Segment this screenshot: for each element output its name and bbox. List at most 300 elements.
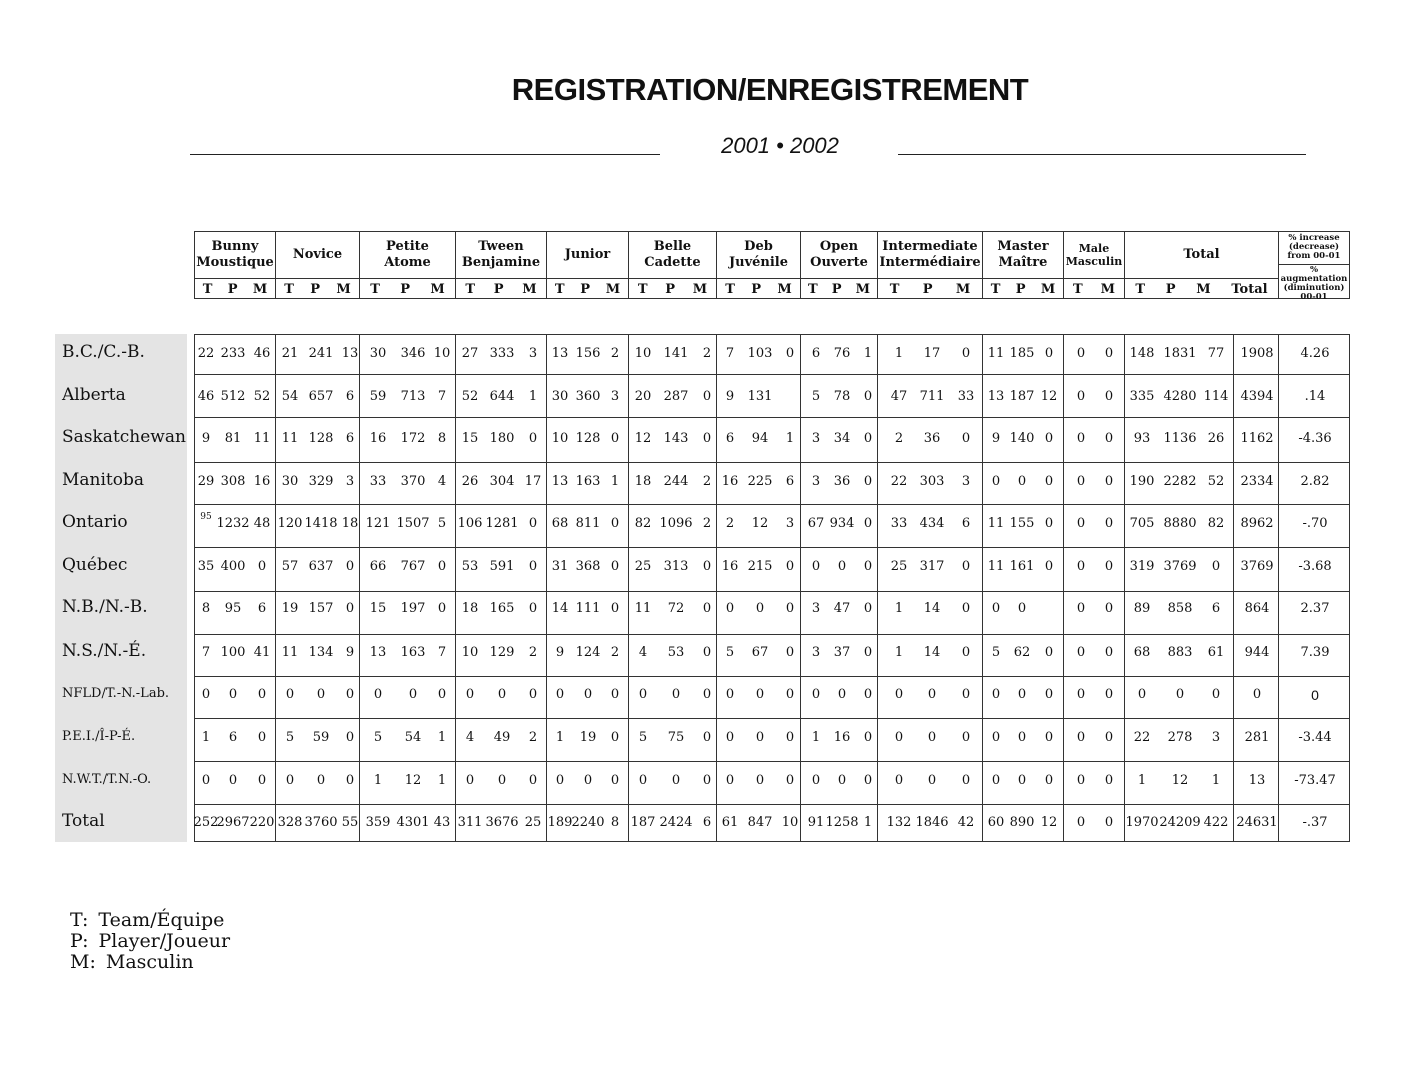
table-cell: 33 [890,516,908,531]
table-cell: 67 [807,516,825,531]
table-cell: 767 [400,559,426,574]
table-cell: 29 [197,474,215,489]
table-cell: 132 [886,815,912,830]
table-cell: 0 [991,687,1001,702]
table-cell: 25 [890,559,908,574]
table-cell: 434 [919,516,945,531]
table-cell: 2 [725,516,735,531]
table-cell: 1 [894,601,904,616]
table-cell: 0 [991,773,1001,788]
table-cell: 0 [894,687,904,702]
table-cell: 1 [201,730,211,745]
table-cell: 328 [277,815,303,830]
column-divider [628,335,629,841]
table-cell: 43 [433,815,451,830]
table-cell: 111 [575,601,601,616]
table-cell: 47 [833,601,851,616]
table-cell: 0 [837,773,847,788]
table-cell: 308 [220,474,246,489]
table-cell: 14 [923,645,941,660]
column-divider [359,335,360,841]
table-cell: 0 [1017,730,1027,745]
table-cell: 0 [811,559,821,574]
column-divider [800,335,801,841]
table-cell: 359 [365,815,391,830]
table-cell: 0 [528,431,538,446]
table-cell: 1136 [1163,431,1197,446]
header-division [801,232,878,298]
table-cell: 3769 [1240,559,1274,574]
header-division [878,232,983,298]
table-cell: 0 [1104,730,1114,745]
table-cell: 2424 [659,815,693,830]
table-cell: 0 [702,559,712,574]
subhead-m: M [777,281,792,297]
header-division [360,232,456,298]
header-division [1125,232,1279,298]
header-division [629,232,717,298]
table-cell: 0 [497,773,507,788]
table-cell: 713 [400,389,426,404]
table-cell: 6 [811,346,821,361]
table-cell: 0 [961,730,971,745]
table-cell: 3 [811,601,821,616]
subhead-p: P [922,281,933,297]
table-cell: 131 [747,389,773,404]
table-cell: 313 [663,559,689,574]
table-cell: 2 [528,730,538,745]
table-cell: 2 [610,645,620,660]
table-cell: 0 [316,687,326,702]
table-cell: 0 [1104,687,1114,702]
table-cell: 16 [253,474,271,489]
table-cell: 0 [528,687,538,702]
table-cell: 82 [634,516,652,531]
table-cell: 0 [863,389,873,404]
table-cell: 0 [863,730,873,745]
table-cell: 17 [923,346,941,361]
table-cell: 12 [1040,815,1058,830]
division-subheads [195,278,275,299]
table-cell: 62 [1013,645,1031,660]
row-label: N.W.T./T.N.-O. [62,772,152,787]
table-cell: 141 [663,346,689,361]
table-cell: 2334 [1240,474,1274,489]
table-cell: 0 [863,431,873,446]
division-subheads [547,278,628,299]
percent-change-cell: -3.44 [1298,730,1332,745]
table-cell: 161 [1009,559,1035,574]
table-cell: 1418 [304,516,338,531]
subhead-m: M [605,281,621,297]
table-cell: 1 [610,474,620,489]
table-cell: 0 [1104,601,1114,616]
table-cell: 46 [253,346,271,361]
table-cell: 91 [807,815,825,830]
table-cell: 1162 [1240,431,1274,446]
header-division [717,232,801,298]
table-cell: 35 [197,559,215,574]
right-rule [898,154,1306,155]
table-cell: 0 [1076,516,1086,531]
table-cell: 0 [1076,773,1086,788]
table-cell: 0 [702,431,712,446]
header-division [547,232,629,298]
table-cell: 59 [312,730,330,745]
table-cell: 46 [197,389,215,404]
table-cell: 67 [751,645,769,660]
table-cell: 55 [341,815,359,830]
table-cell: 185 [1009,346,1035,361]
table-cell: 0 [961,687,971,702]
table-cell: 16 [721,474,739,489]
table-cell: 0 [610,559,620,574]
table-cell: 1 [437,773,447,788]
table-cell: 0 [257,730,267,745]
table-cell: 22 [1133,730,1151,745]
table-cell: 329 [308,474,334,489]
table-cell: 7 [201,645,211,660]
table-cell: 0 [1104,346,1114,361]
table-cell: 5 [991,645,1001,660]
division-subheads [1125,278,1278,299]
legend-text: Player/Joueur [98,930,231,952]
table-cell: 2 [894,431,904,446]
percent-change-cell: -.37 [1302,815,1328,830]
table-cell: 10 [551,431,569,446]
table-cell: 317 [919,559,945,574]
division-name: Petite Atome [384,239,431,270]
table-cell: 0 [1044,645,1054,660]
table-cell: 0 [1076,815,1086,830]
percent-change-cell: 2.37 [1300,601,1330,616]
table-cell: 0 [638,773,648,788]
table-cell: 0 [961,559,971,574]
division-subheads [801,278,877,299]
table-cell: 0 [1017,474,1027,489]
table-cell: 156 [575,346,601,361]
table-cell: 2 [702,516,712,531]
percent-header-en: % increase (decrease) from 00-01 [1287,233,1341,261]
table-cell: 9 [345,645,355,660]
table-cell: 422 [1203,815,1229,830]
row-divider [195,804,1349,805]
table-cell: 0 [1076,431,1086,446]
row-divider [195,761,1349,762]
row-divider [195,374,1349,375]
column-divider [1233,335,1234,841]
table-cell: 163 [575,474,601,489]
table-cell: 0 [1104,431,1114,446]
table-cell: 591 [489,559,515,574]
table-cell: 0 [1104,474,1114,489]
table-cell: 3760 [304,815,338,830]
row-divider [195,634,1349,635]
table-cell: 0 [555,687,565,702]
table-cell: 0 [1017,773,1027,788]
table-cell: 0 [528,559,538,574]
subhead-p: P [227,281,238,297]
table-cell: 0 [811,773,821,788]
table-cell: 281 [1244,730,1270,745]
row-label: P.E.I./Î-P-É. [62,729,136,744]
table-cell: 0 [863,474,873,489]
table-cell: 1 [863,815,873,830]
table-cell: 1 [555,730,565,745]
column-divider [1278,335,1279,841]
table-cell: 6 [345,431,355,446]
table-cell: 1096 [659,516,693,531]
table-cell: 0 [1076,645,1086,660]
table-cell: 3 [528,346,538,361]
table-cell: 187 [630,815,656,830]
percent-change-cell: -73.47 [1294,773,1336,788]
table-cell: 22 [197,346,215,361]
table-cell: 0 [1175,687,1185,702]
table-cell: 0 [1104,389,1114,404]
table-cell: 20 [634,389,652,404]
subhead-m: M [855,281,870,297]
table-cell: 16 [369,431,387,446]
table-cell: 89 [1133,601,1151,616]
division-name: Tween Benjamine [461,239,541,270]
table-cell: 3 [811,474,821,489]
table-cell: 0 [811,687,821,702]
table-cell: 4 [465,730,475,745]
table-cell: 0 [1076,559,1086,574]
table-cell: 2967 [216,815,250,830]
table-cell: 0 [1044,559,1054,574]
table-cell: 22 [890,474,908,489]
subhead-p: P [400,281,411,297]
row-divider [195,504,1349,505]
table-cell: 864 [1244,601,1270,616]
table-cell: 0 [1044,516,1054,531]
table-cell: 5 [638,730,648,745]
table-cell: 3 [811,645,821,660]
table-cell: 10 [634,346,652,361]
table-cell: 0 [1017,687,1027,702]
subhead-p: P [1015,281,1026,297]
table-cell: 0 [555,773,565,788]
table-cell: 72 [667,601,685,616]
table-cell: 30 [281,474,299,489]
legend-key: T: [70,909,89,931]
table-cell: 128 [575,431,601,446]
table-cell: 6 [228,730,238,745]
table-cell: 0 [583,773,593,788]
table-cell: 19 [579,730,597,745]
table-cell: 303 [919,474,945,489]
table-cell: 0 [1076,474,1086,489]
table-cell: 241 [308,346,334,361]
table-cell: 25 [634,559,652,574]
table-cell: 128 [308,431,334,446]
table-cell: 9 [201,431,211,446]
percent-change-cell: 7.39 [1300,645,1330,660]
table-cell: 36 [833,474,851,489]
table-cell: 4 [437,474,447,489]
subhead-p: P [665,281,676,297]
table-cell: 0 [345,687,355,702]
division-subheads [276,278,359,299]
table-cell: 0 [702,601,712,616]
left-rule [190,154,660,155]
row-divider [195,718,1349,719]
percent-change-cell: -3.68 [1298,559,1332,574]
table-cell: 19 [281,601,299,616]
table-cell: 4280 [1163,389,1197,404]
table-cell: 30 [369,346,387,361]
table-cell: 16 [833,730,851,745]
table-cell: 14 [551,601,569,616]
subhead-m: M [252,281,268,297]
row-label: Québec [62,555,128,575]
row-label: Saskatchewan [62,427,186,447]
table-cell: 0 [702,687,712,702]
table-cell: 165 [489,601,515,616]
column-divider [546,335,547,841]
percent-header-fr: % augmentation (diminution) 00-01 [1280,265,1348,302]
table-cell: 1 [811,730,821,745]
table-cell: 0 [1076,389,1086,404]
subhead-t: T [284,281,294,297]
table-cell: 10 [433,346,451,361]
table-cell: 190 [1129,474,1155,489]
table-cell: 0 [1044,474,1054,489]
table-cell: 0 [927,687,937,702]
table-cell: 1908 [1240,346,1274,361]
table-cell: 711 [919,389,945,404]
percent-change-cell: 2.82 [1300,474,1330,489]
row-divider [195,591,1349,592]
table-cell: 346 [400,346,426,361]
table-cell: 0 [991,730,1001,745]
table-cell: 0 [863,645,873,660]
table-cell: 0 [837,687,847,702]
table-cell: 0 [583,687,593,702]
table-cell: 0 [201,687,211,702]
table-cell: 0 [1076,687,1086,702]
table-cell: 53 [461,559,479,574]
table-cell: 0 [1076,601,1086,616]
table-cell: 3 [1211,730,1221,745]
table-cell: 24209 [1159,815,1201,830]
table-cell: 1970 [1125,815,1159,830]
table-cell: 0 [702,389,712,404]
table-cell: 76 [833,346,851,361]
table-cell: 52 [253,389,271,404]
table-cell: 0 [725,687,735,702]
table-cell: 157 [308,601,334,616]
subhead-t: T [725,281,735,297]
table-cell: 12 [404,773,422,788]
table-cell: 0 [610,773,620,788]
division-name: Bunny Moustique [196,239,274,270]
table-cell: 155 [1009,516,1035,531]
table-cell: 18 [461,601,479,616]
table-cell: 0 [285,773,295,788]
table-cell: 0 [610,431,620,446]
table-cell: 705 [1129,516,1155,531]
table-cell: 52 [461,389,479,404]
legend-text: Team/Équipe [98,909,225,931]
table-cell: 0 [1211,559,1221,574]
table-cell: 8962 [1240,516,1274,531]
table-cell: 4394 [1240,389,1274,404]
table-cell: 77 [1207,346,1225,361]
row-divider [195,547,1349,548]
table-cell: 0 [201,773,211,788]
table-cell: 2 [610,346,620,361]
row-label-band [55,334,187,842]
row-label: Alberta [62,385,126,405]
subhead-t: T [370,281,380,297]
table-cell: 0 [725,601,735,616]
legend-text: Masculin [105,951,194,973]
division-name: Open Ouverte [810,239,868,270]
table-cell: 6 [1211,601,1221,616]
table-cell: 0 [755,773,765,788]
table-cell: 0 [228,773,238,788]
row-divider [195,676,1349,677]
table-cell: 24631 [1236,815,1278,830]
table-cell: 0 [345,730,355,745]
table-cell: 81 [224,431,242,446]
table-cell: 5 [373,730,383,745]
table-cell: 13 [369,645,387,660]
percent-change-cell: 0 [1311,687,1319,703]
header-percent-change [1279,232,1349,302]
table-cell: 0 [1044,773,1054,788]
table-cell: 0 [755,730,765,745]
table-cell: 333 [489,346,515,361]
table-cell: 0 [725,773,735,788]
table-cell: 75 [667,730,685,745]
table-cell: 0 [785,601,795,616]
subhead-p: P [580,281,591,297]
table-cell: 103 [747,346,773,361]
table-cell: 13 [987,389,1005,404]
table-cell: 0 [465,773,475,788]
table-cell: 6 [725,431,735,446]
page-title: REGISTRATION/ENREGISTREMENT [511,72,1029,107]
table-cell: 15 [461,431,479,446]
table-cell: 220 [249,815,275,830]
subhead-t: T [637,281,648,297]
table-cell: 12 [634,431,652,446]
table-cell: 858 [1167,601,1193,616]
table-cell: 2282 [1163,474,1197,489]
table-cell: 0 [702,730,712,745]
table-cell: 400 [220,559,246,574]
table-cell: 13 [551,346,569,361]
table-cell: 61 [1207,645,1225,660]
subhead-t: T [465,281,476,297]
column-divider [982,335,983,841]
table-cell: 1 [1137,773,1147,788]
table-cell: 11 [281,431,299,446]
table-cell: 59 [369,389,387,404]
subhead-t: T [889,281,900,297]
row-label: Total [62,811,105,831]
table-cell: 319 [1129,559,1155,574]
table-cell: 82 [1207,516,1225,531]
percent-change-cell: .14 [1304,389,1326,404]
table-cell: 2 [702,346,712,361]
table-cell: 13 [551,474,569,489]
table-cell: 26 [1207,431,1225,446]
